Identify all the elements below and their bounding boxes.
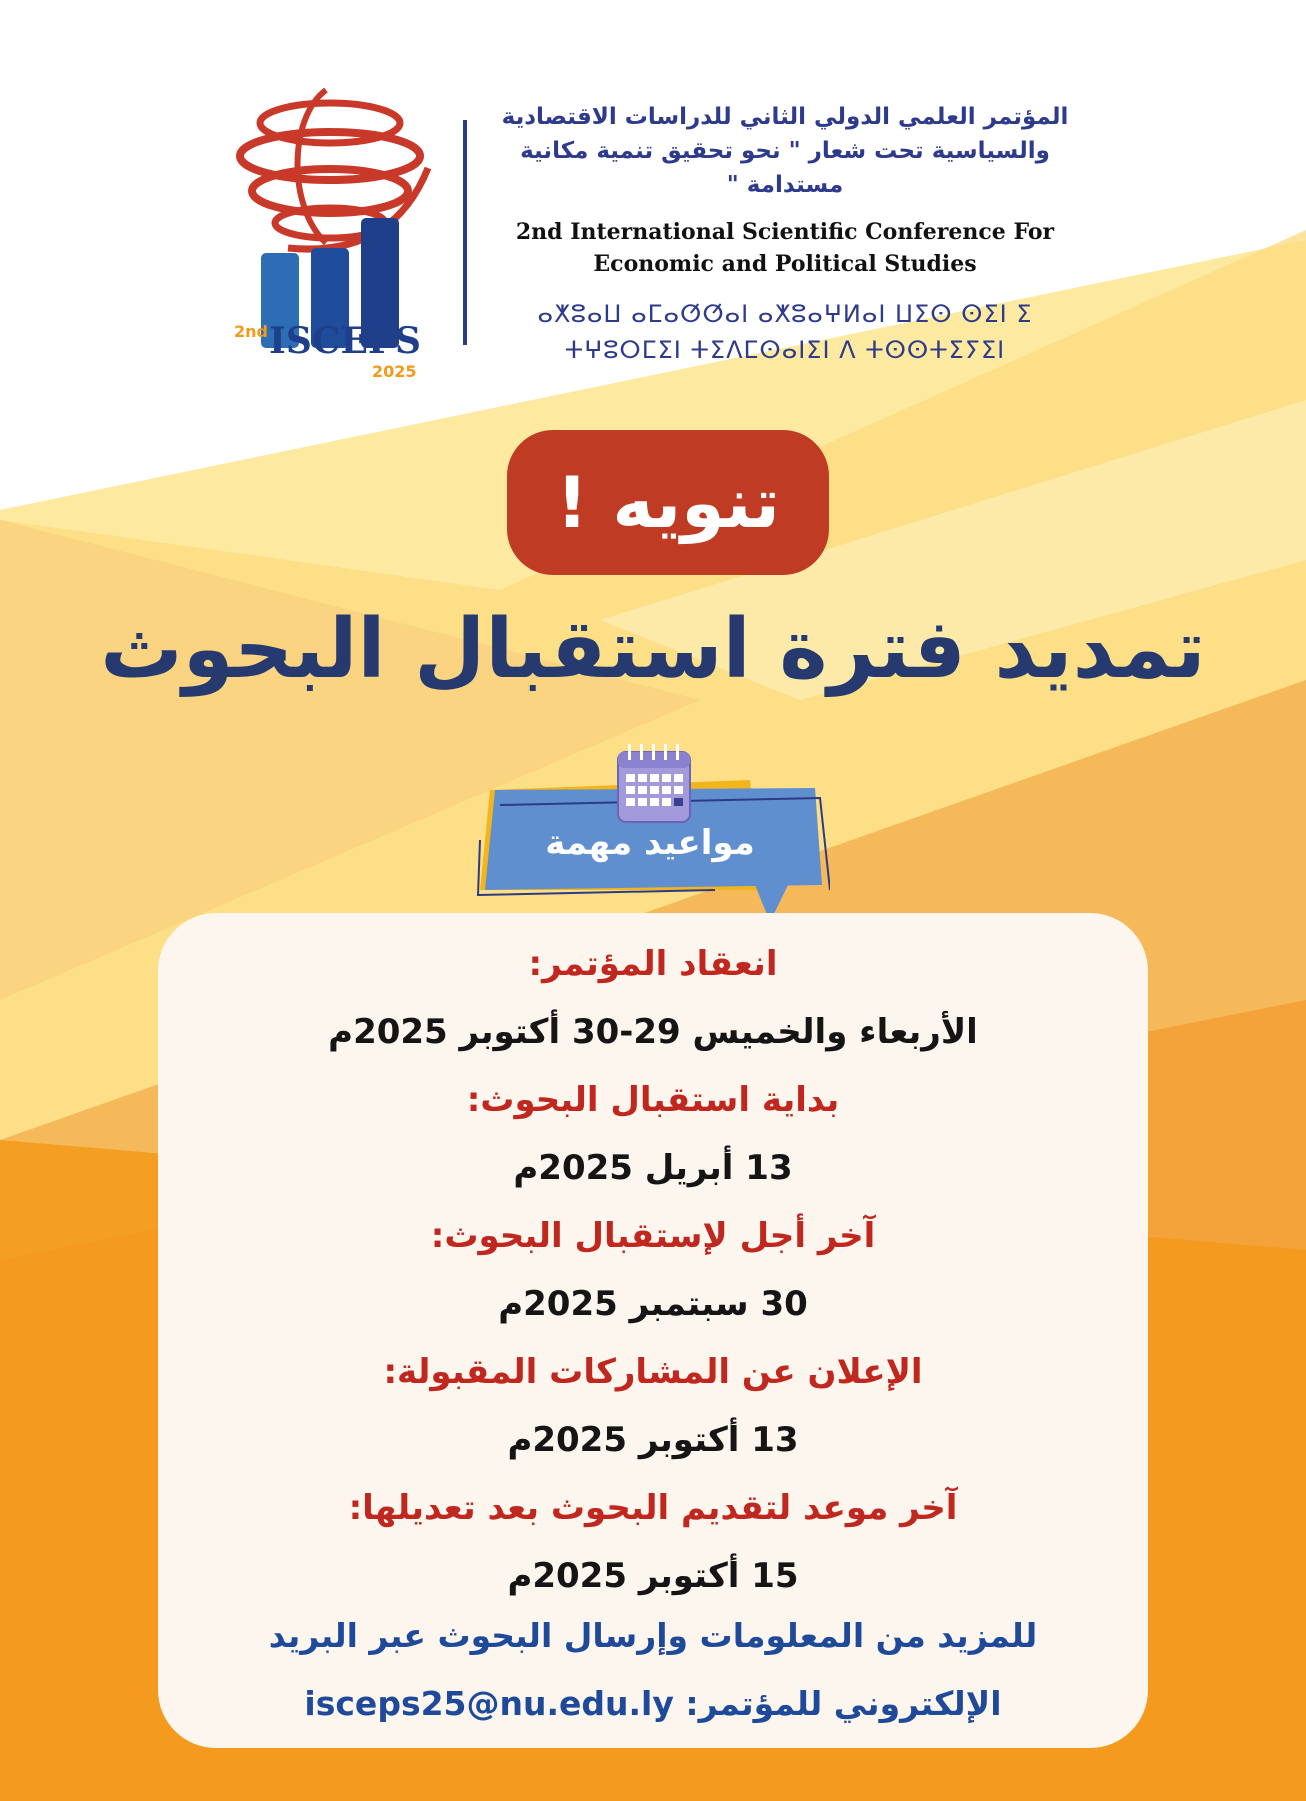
date-item xyxy=(158,1474,1148,1610)
contact-line-1: للمزيد من المعلومات وإرسال البحوث عبر البريد xyxy=(268,1616,1038,1655)
date-value: الأربعاء والخميس 29-30 أكتوبر 2025م xyxy=(328,1012,978,1052)
date-value: 13 أكتوبر 2025م xyxy=(507,1420,799,1460)
date-label: آخر أجل لإستقبال البحوث: xyxy=(430,1216,876,1256)
date-value: 15 أكتوبر 2025م xyxy=(507,1556,799,1596)
english-conference-title: 2nd International Scientific Conference For Economic and Political Studies xyxy=(515,219,1055,277)
arabic-conference-title: المؤتمر العلمي الدولي الثاني للدراسات الاقتصادية والسياسية تحت شعار " نحو تحقيق تنمية مكانية مستدامة " xyxy=(501,104,1069,198)
header-divider xyxy=(463,120,467,345)
date-label: انعقاد المؤتمر: xyxy=(528,944,778,984)
logo-year: 2025 xyxy=(372,362,417,381)
contact-email-link[interactable]: isceps25@nu.edu.ly xyxy=(304,1684,674,1723)
logo-name: ISCEPS xyxy=(269,320,421,362)
notice-badge: تنويه ! xyxy=(507,430,829,575)
date-label: بداية استقبال البحوث: xyxy=(466,1080,840,1120)
contact-prefix: الإلكتروني للمؤتمر: xyxy=(685,1684,1002,1723)
date-item xyxy=(158,930,1148,1066)
calendar-icon xyxy=(618,744,690,822)
date-item xyxy=(158,1202,1148,1338)
date-item xyxy=(158,1338,1148,1474)
logo-wordmark xyxy=(234,322,444,382)
date-value: 13 أبريل 2025م xyxy=(513,1148,793,1188)
tifinagh-conference-title: ⴰⵅⵓⴰⵡ ⴰⵎⴰⵚⵚⴰⵏ ⴰⵅⵓⴰⵖⵍⴰⵏ ⵡⵉⵙ ⵙⵉⵏ ⵉ ⵜⵖⵓⵔⵎⵉⵏ ⵜⵉⴷⵎⵙⴰⵏⵉⵏ ⴷ ⵜⵙⵙⵜⵉⵢⵉⵏ xyxy=(537,300,1033,364)
globe-icon xyxy=(240,90,428,249)
date-item xyxy=(158,1066,1148,1202)
dates-list xyxy=(158,930,1148,1610)
date-label: الإعلان عن المشاركات المقبولة: xyxy=(383,1352,923,1392)
contact-info xyxy=(158,1602,1148,1738)
date-label: آخر موعد لتقديم البحوث بعد تعديلها: xyxy=(348,1488,958,1528)
date-value: 30 سبتمبر 2025م xyxy=(498,1284,808,1324)
contact-line-2 xyxy=(158,1670,1148,1738)
important-dates-label: مواعيد مهمة xyxy=(545,823,755,863)
headline: تمديد فترة استقبال البحوث xyxy=(100,602,1206,697)
logo-superscript: 2nd xyxy=(234,322,268,341)
